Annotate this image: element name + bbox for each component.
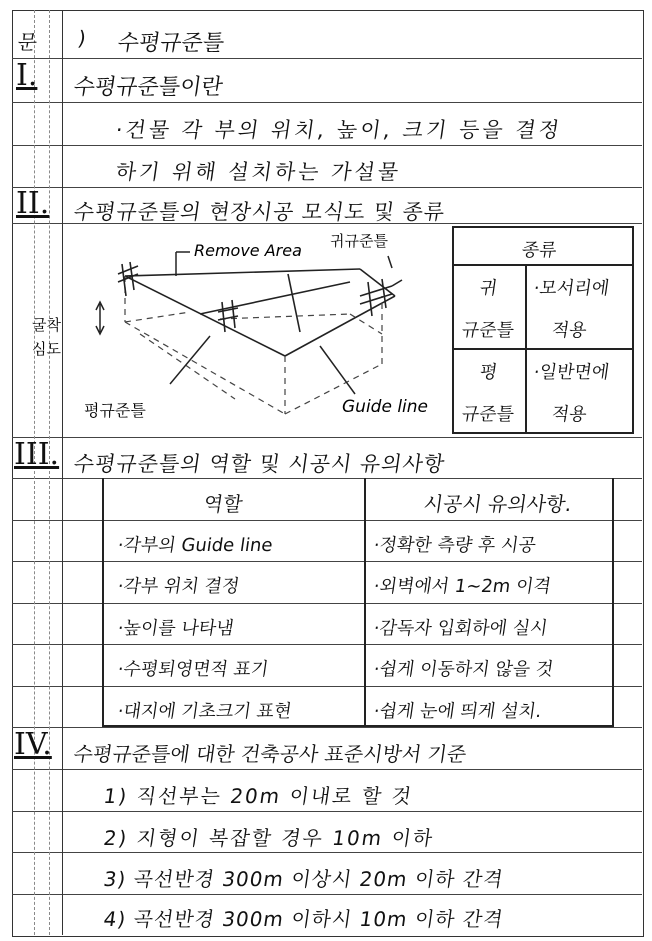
rule-line	[12, 686, 642, 687]
table-border	[632, 226, 634, 434]
caution-item: ·외벽에서 1~2m 이격	[372, 576, 553, 597]
rule-line	[12, 145, 642, 146]
section-heading: 수평규준틀의 현장시공 모식도 및 종류	[72, 200, 447, 224]
question-title: 수평규준틀	[115, 31, 226, 56]
rule-line	[12, 437, 642, 438]
remove-area-label: Remove Area	[194, 241, 302, 260]
type-description: ·일반면에	[532, 362, 611, 383]
standard-item: 3) 곡선반경 300m 이상시 20m 이하 간격	[102, 867, 506, 891]
section-heading: 수평규준틀이란	[71, 75, 225, 100]
role-item: ·각부 위치 결정	[116, 576, 241, 597]
section-heading: 수평규준틀의 역할 및 시공시 유의사항	[72, 452, 447, 476]
table-border	[364, 478, 366, 726]
rule-line	[12, 520, 642, 521]
rule-line	[12, 811, 642, 812]
type-name: 귀	[478, 278, 499, 299]
table-border	[452, 348, 634, 350]
caution-item: ·정확한 측량 후 시공	[372, 535, 538, 556]
table-border	[452, 432, 634, 434]
rule-line	[12, 852, 642, 853]
rule-line	[12, 478, 642, 479]
table-border	[612, 478, 614, 726]
rule-line	[12, 58, 642, 59]
rule-line	[12, 561, 642, 562]
rule-line	[12, 102, 642, 103]
definition-line-2: 하기 위해 설치하는 가설물	[114, 160, 403, 184]
table-border	[525, 264, 527, 434]
rule-line	[12, 187, 642, 188]
margin-line	[34, 10, 35, 935]
section-numeral: IV.	[14, 727, 52, 762]
corner-batter-board-label: 귀규준틀	[330, 232, 388, 250]
rule-line	[12, 727, 642, 728]
rule-line	[12, 894, 642, 895]
section-numeral: II.	[16, 186, 50, 221]
margin-line	[49, 10, 50, 935]
question-paren: )	[76, 26, 88, 50]
type-description: 적용	[550, 404, 589, 425]
table-border	[452, 264, 634, 266]
rule-line	[12, 603, 642, 604]
excavation-hidden-edges	[125, 276, 382, 414]
depth-arrow	[96, 302, 104, 334]
rule-line	[12, 644, 642, 645]
standard-item: 1) 직선부는 20m 이내로 할 것	[102, 784, 415, 808]
flat-batter-board-label: 평규준틀	[84, 401, 146, 420]
definition-line-1: ·건물 각 부의 위치, 높이, 크기 등을 결정	[114, 118, 564, 142]
caution-item: ·감독자 입회하에 실시	[372, 618, 549, 639]
caution-item: ·쉽게 눈에 띄게 설치.	[372, 701, 543, 722]
section-heading: 수평규준틀에 대한 건축공사 표준시방서 기준	[72, 742, 468, 766]
margin-line	[62, 10, 63, 935]
section-numeral: III.	[14, 437, 60, 472]
role-column-header: 역할	[202, 492, 245, 516]
question-label: 문	[16, 30, 39, 54]
standard-item: 4) 곡선반경 300m 이하시 10m 이하 간격	[102, 907, 506, 931]
caution-item: ·쉽게 이동하지 않을 것	[372, 659, 555, 680]
type-name: 규준틀	[460, 404, 516, 425]
caution-column-header: 시공시 유의사항.	[422, 492, 574, 516]
type-description: 적용	[550, 320, 589, 341]
table-border	[102, 478, 104, 726]
standard-item: 2) 지형이 복잡할 경우 10m 이하	[102, 826, 436, 850]
table-border	[452, 226, 454, 434]
rule-line	[12, 769, 642, 770]
role-item: ·높이를 나타냄	[116, 618, 236, 639]
type-description: ·모서리에	[532, 278, 611, 299]
types-table-header: 종류	[520, 240, 559, 261]
corner-batter-board-left	[118, 262, 138, 296]
type-name: 평	[478, 362, 499, 383]
role-item: ·수평퇴영면적 표기	[116, 659, 270, 680]
type-name: 규준틀	[460, 320, 516, 341]
excavation-outline	[125, 269, 395, 356]
batter-board-diagram	[20, 224, 452, 436]
section-numeral: I.	[16, 58, 38, 93]
table-border	[102, 725, 614, 727]
excavation-depth-label: 굴착	[32, 316, 61, 334]
guide-line-label: Guide line	[342, 397, 429, 417]
role-item: ·각부의 Guide line	[116, 535, 274, 556]
role-item: ·대지에 기초크기 표현	[116, 701, 293, 722]
excavation-depth-label: 심도	[32, 340, 61, 358]
table-border	[452, 226, 634, 228]
